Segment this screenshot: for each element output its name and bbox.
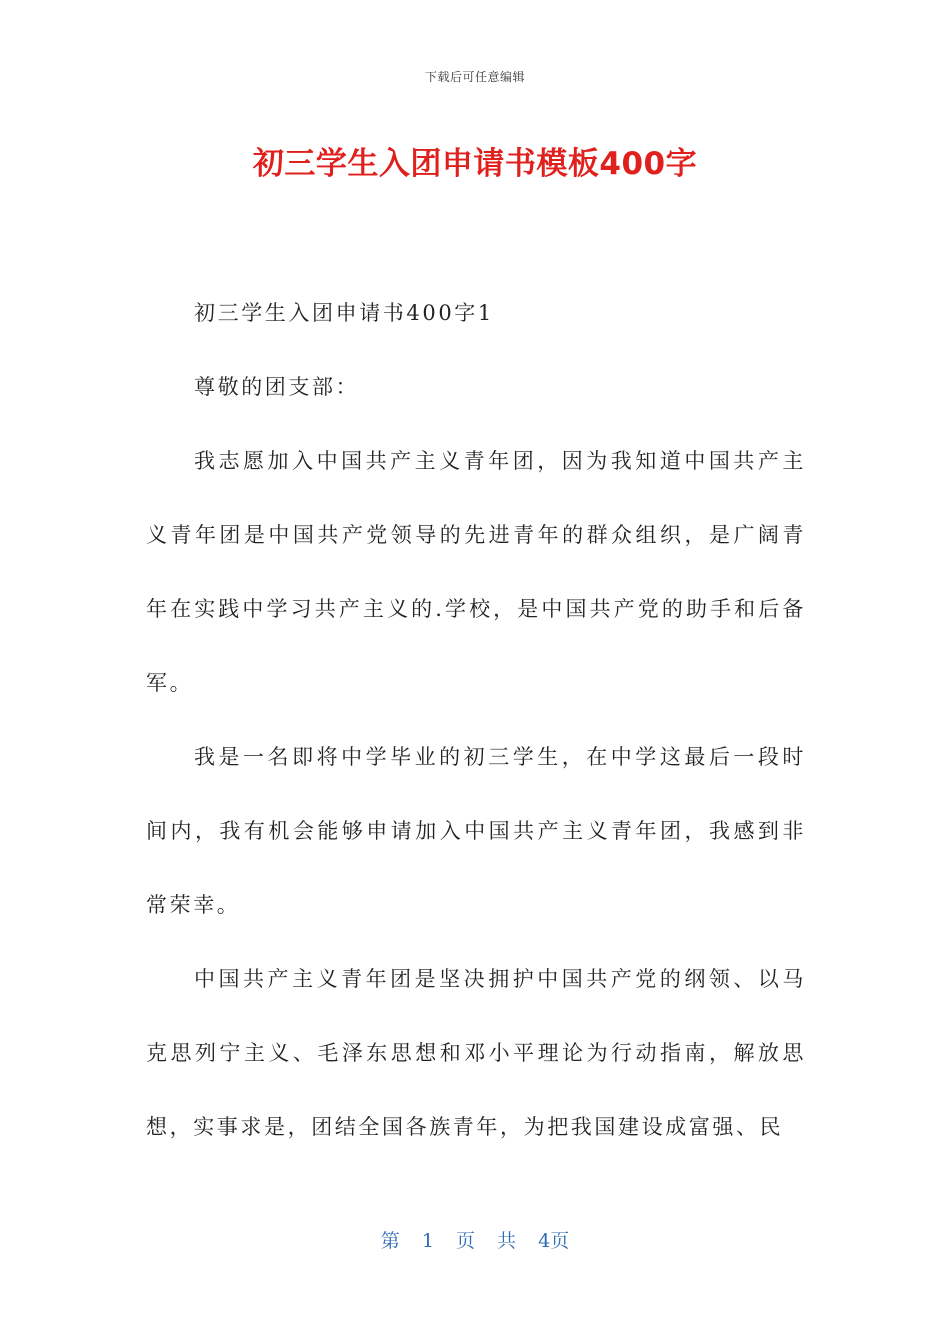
paragraph-salutation: 尊敬的团支部： bbox=[194, 375, 360, 399]
footer-total-pages: 4页 bbox=[538, 1230, 570, 1252]
document-title: 初三学生入团申请书模板400字 bbox=[252, 146, 698, 182]
footer-current-page: 1 bbox=[421, 1230, 434, 1252]
footer-label-ye: 页 bbox=[455, 1230, 475, 1252]
header-note: 下载后可任意编辑 bbox=[424, 70, 525, 84]
document-body bbox=[146, 276, 806, 1164]
paragraph-body: 我志愿加入中国共产主义青年团，因为我知道中国共产主义青年团是中国共产党领导的先进青年的群众组织，是广阔青年在实践中学习共产主义的.学校，是中国共产党的助手和后备军。 bbox=[146, 449, 806, 695]
paragraph-heading: 初三学生入团申请书400字1 bbox=[194, 301, 494, 325]
footer-label-di: 第 bbox=[380, 1230, 400, 1252]
page-number-footer bbox=[0, 1226, 950, 1253]
paragraph-body: 我是一名即将中学毕业的初三学生，在中学这最后一段时间内，我有机会能够申请加入中国共产主义青年团，我感到非常荣幸。 bbox=[146, 745, 806, 917]
paragraph-body: 中国共产主义青年团是坚决拥护中国共产党的纲领、以马克思列宁主义、毛泽东思想和邓小平理论为行动指南，解放思想，实事求是，团结全国各族青年，为把我国建设成富强、民 bbox=[146, 967, 806, 1139]
footer-label-gong: 共 bbox=[497, 1230, 517, 1252]
